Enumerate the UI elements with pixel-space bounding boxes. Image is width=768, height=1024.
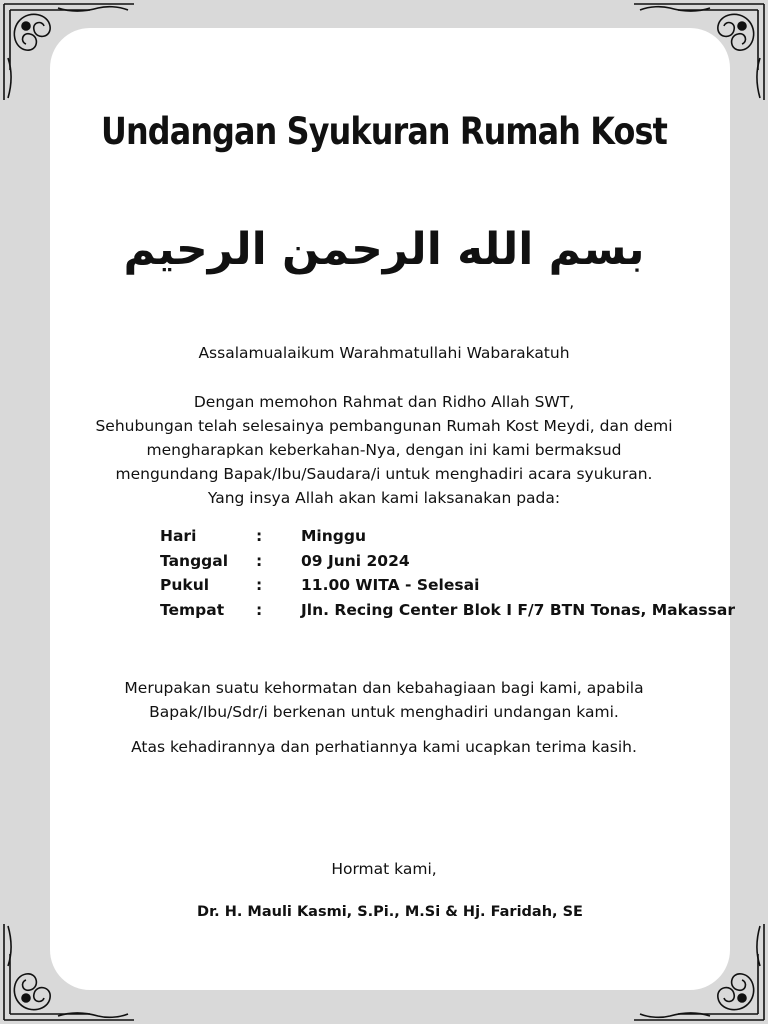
closing-paragraph (60, 676, 708, 724)
regards-text: Hormat kami, (331, 860, 437, 878)
ornament-corner-bottom-right (628, 914, 768, 1024)
detail-separator: : (256, 576, 263, 595)
detail-label: Tanggal (160, 551, 229, 570)
detail-row-time (160, 573, 735, 598)
closing-line: Bapak/Ibu/Sdr/i berkenan untuk menghadiri undangan kami. (149, 703, 619, 721)
intro-line: Dengan memohon Rahmat dan Ridho Allah SWT, (193, 393, 575, 411)
detail-row-date (160, 549, 735, 574)
detail-label: Tempat (160, 600, 225, 619)
detail-separator: : (256, 527, 263, 546)
detail-row-day (160, 524, 735, 549)
detail-value: 09 Juni 2024 (301, 551, 410, 570)
event-details-table (160, 524, 735, 622)
detail-label: Hari (160, 527, 197, 546)
detail-separator: : (256, 600, 263, 619)
ornament-corner-top-right (628, 0, 768, 110)
detail-row-place (160, 598, 735, 623)
intro-line: mengundang Bapak/Ibu/Saudara/i untuk menghadiri acara syukuran. (115, 465, 653, 483)
ornament-corner-top-left (0, 0, 140, 110)
detail-value: 11.00 WITA - Selesai (301, 576, 480, 595)
ornament-corner-bottom-left (0, 914, 140, 1024)
closing-line: Merupakan suatu kehormatan dan kebahagiaan bagi kami, apabila (124, 679, 644, 697)
thanks-text: Atas kehadirannya dan perhatiannya kami ucapkan terima kasih. (131, 738, 637, 756)
detail-separator: : (256, 551, 263, 570)
detail-value: Jln. Recing Center Blok I F/7 BTN Tonas, Makassar (301, 600, 735, 619)
intro-line: Yang insya Allah akan kami laksanakan pada: (207, 489, 561, 507)
basmala-calligraphy: بسم الله الرحمن الرحيم (123, 224, 645, 275)
intro-paragraph (60, 390, 708, 510)
greeting-text: Assalamualaikum Warahmatullahi Wabarakatuh (198, 344, 570, 362)
intro-line: mengharapkan keberkahan-Nya, dengan ini kami bermaksud (146, 441, 622, 459)
detail-value: Minggu (301, 527, 366, 546)
signature-names: Dr. H. Mauli Kasmi, S.Pi., M.Si & Hj. Faridah, SE (197, 904, 583, 920)
intro-line: Sehubungan telah selesainya pembangunan Rumah Kost Meydi, dan demi (95, 417, 673, 435)
page-title: Undangan Syukuran Rumah Kost (101, 110, 667, 153)
detail-label: Pukul (160, 576, 210, 595)
